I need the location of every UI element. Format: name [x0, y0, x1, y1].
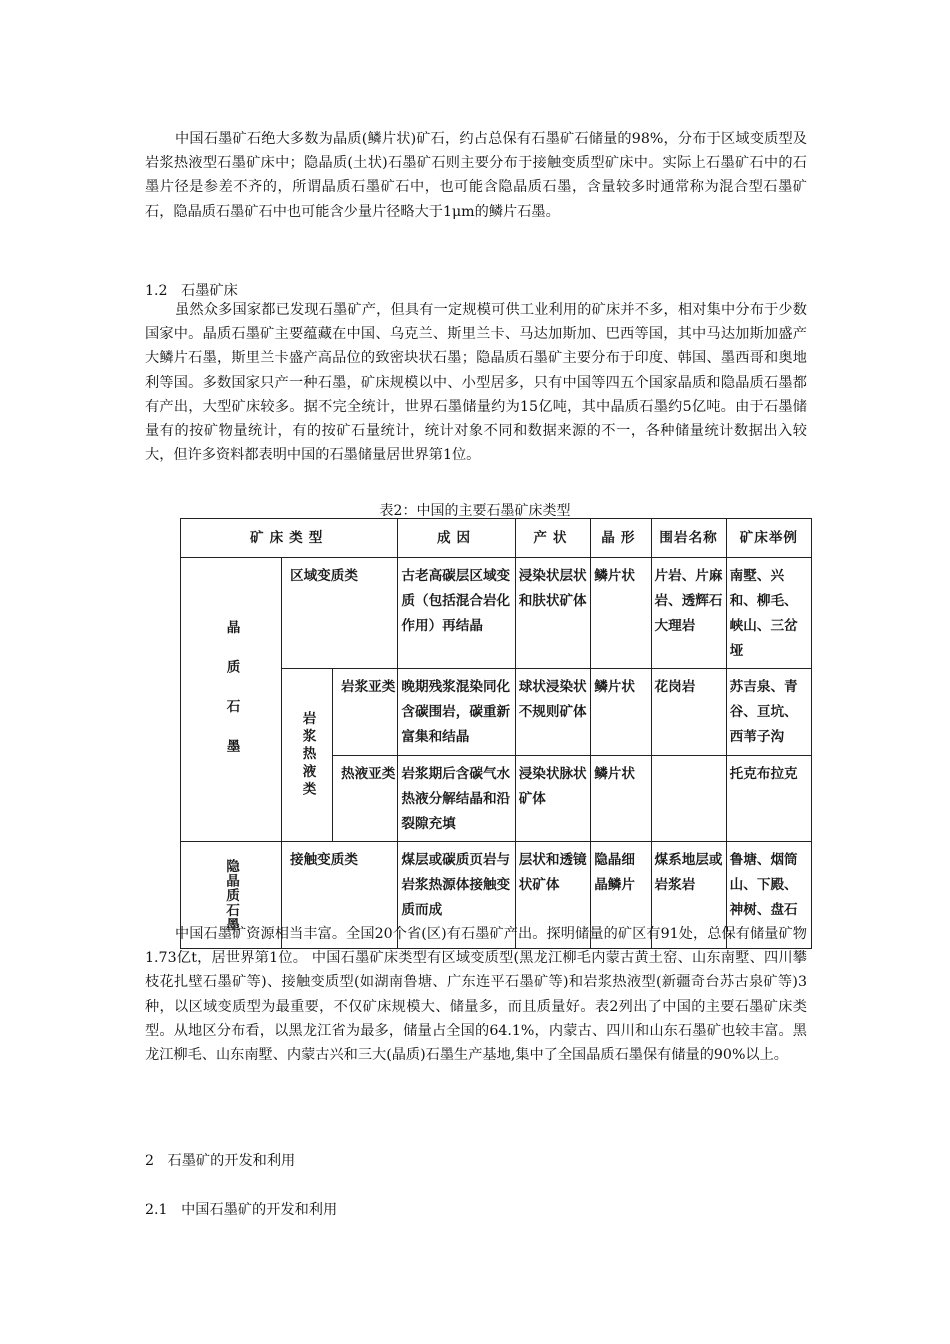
- cell-example: 托克布拉克: [726, 756, 811, 842]
- cell-rock: 煤系地层或岩浆岩: [651, 842, 726, 949]
- cell-example: 南墅、兴和、柳毛、峡山、三岔垭: [726, 558, 811, 669]
- cell-example: 苏吉泉、青谷、亘坑、西苇子沟: [726, 669, 811, 756]
- cell-rock: 片岩、片麻岩、透辉石大理岩: [651, 558, 726, 669]
- cell-type: 接触变质类: [282, 842, 398, 949]
- subcategory-magmatic-hydrothermal: 岩浆热液类: [282, 669, 333, 842]
- cell-form: 鳞片状: [591, 756, 651, 842]
- deposit-type-table: [180, 518, 812, 949]
- cell-occurrence: 浸染状脉状矿体: [515, 756, 591, 842]
- cell-type: 岩浆亚类: [333, 669, 398, 756]
- category-crystalline: 晶质石墨: [181, 558, 282, 842]
- deposit-paragraph: 虽然众多国家都已发现石墨矿产，但具有一定规模可供工业利用的矿床并不多，相对集中分布于少数国家中。晶质石墨矿主要蕴藏在中国、乌克兰、斯里兰卡、马达加斯加、巴西等国，其中马达加斯加盛产大鳞片石墨，斯里兰卡盛产高品位的致密块状石墨；隐晶质石墨矿主要分布于印度、韩国、墨西哥和奥地利等国。多数国家只产一种石墨，矿床规模以中、小型居多，只有中国等四五个国家晶质和隐晶质石墨都有产出，大型矿床较多。据不完全统计，世界石墨储量约为15亿吨，其中晶质石墨约5亿吨。由于石墨储量有的按矿物量统计，有的按矿石量统计，统计对象不同和数据来源的不一，各种储量统计数据出入较大，但许多资料都表明中国的石墨储量居世界第1位。: [145, 302, 807, 464]
- cell-origin: 晚期残浆混染同化含碳围岩，碳重新富集和结晶: [398, 669, 515, 756]
- china-resources-paragraph: 中国石墨矿资源相当丰富。全国20个省(区)有石墨矿产出。探明储量的矿区有91处，总保有储量矿物1.73亿t，居世界第1位。 中国石墨矿床类型有区域变质型(黑龙江柳毛内蒙古黄土窑、山东南墅、四川攀枝花扎壁石墨矿等)、接触变质型(如湖南鲁塘、广东连平石墨矿等)和岩浆热液型(新疆奇台苏古泉矿等)3种，以区域变质型为最重要，不仅矿床规模大、储量多，而且质量好。表2列出了中国的主要石墨矿床类型。从地区分布看，以黑龙江省为最多，储量占全国的64.1%，内蒙古、四川和山东石墨矿也较丰富。黑龙江柳毛、山东南墅、内蒙古兴和三大(晶质)石墨生产基地,集中了全国晶质石墨保有储量的90%以上。: [145, 926, 807, 1064]
- table-row: [181, 558, 812, 669]
- cell-rock: [651, 756, 726, 842]
- header-wall-rock: 围岩名称: [651, 519, 726, 558]
- category-cryptocrystalline: 隐晶质石墨: [181, 842, 282, 949]
- table-header-row: [181, 519, 812, 558]
- cell-rock: 花岗岩: [651, 669, 726, 756]
- header-deposit-type: 矿床类型: [181, 519, 398, 558]
- table-caption: 表2：中国的主要石墨矿床类型: [379, 503, 571, 519]
- header-origin: 成因: [398, 519, 515, 558]
- section-heading-1-2: 1.2 石墨矿床: [145, 283, 238, 299]
- header-occurrence: 产状: [515, 519, 591, 558]
- cell-example: 鲁塘、烟筒山、下殿、神树、盘石: [726, 842, 811, 949]
- header-crystal-form: 晶形: [591, 519, 651, 558]
- cell-origin: 岩浆期后含碳气水热液分解结晶和沿裂隙充填: [398, 756, 515, 842]
- cell-occurrence: 浸染状层状和肤状矿体: [515, 558, 591, 669]
- header-example: 矿床举例: [726, 519, 811, 558]
- cell-form: 鳞片状: [591, 669, 651, 756]
- cell-origin: 煤层或碳质页岩与岩浆热源体接触变质而成: [398, 842, 515, 949]
- section-heading-2: 2 石墨矿的开发和利用: [145, 1153, 296, 1169]
- cell-origin: 古老高碳层区域变质（包括混合岩化作用）再结晶: [398, 558, 515, 669]
- section-heading-2-1: 2.1 中国石墨矿的开发和利用: [145, 1202, 338, 1218]
- cell-type: 热液亚类: [333, 756, 398, 842]
- cell-occurrence: 球状浸染状不规则矿体: [515, 669, 591, 756]
- cell-occurrence: 层状和透镜状矿体: [515, 842, 591, 949]
- intro-paragraph: 中国石墨矿石绝大多数为晶质(鳞片状)矿石，约占总保有石墨矿石储量的98%，分布于区域变质型及岩浆热液型石墨矿床中；隐晶质(土状)石墨矿石则主要分布于接触变质型矿床中。实际上石墨矿石中的石墨片径是参差不齐的，所谓晶质石墨矿石中，也可能含隐晶质石墨，含量较多时通常称为混合型石墨矿石，隐晶质石墨矿石中也可能含少量片径略大于1μm的鳞片石墨。: [145, 131, 807, 220]
- cell-form: 鳞片状: [591, 558, 651, 669]
- cell-form: 隐晶细晶鳞片: [591, 842, 651, 949]
- cell-type: 区域变质类: [282, 558, 398, 669]
